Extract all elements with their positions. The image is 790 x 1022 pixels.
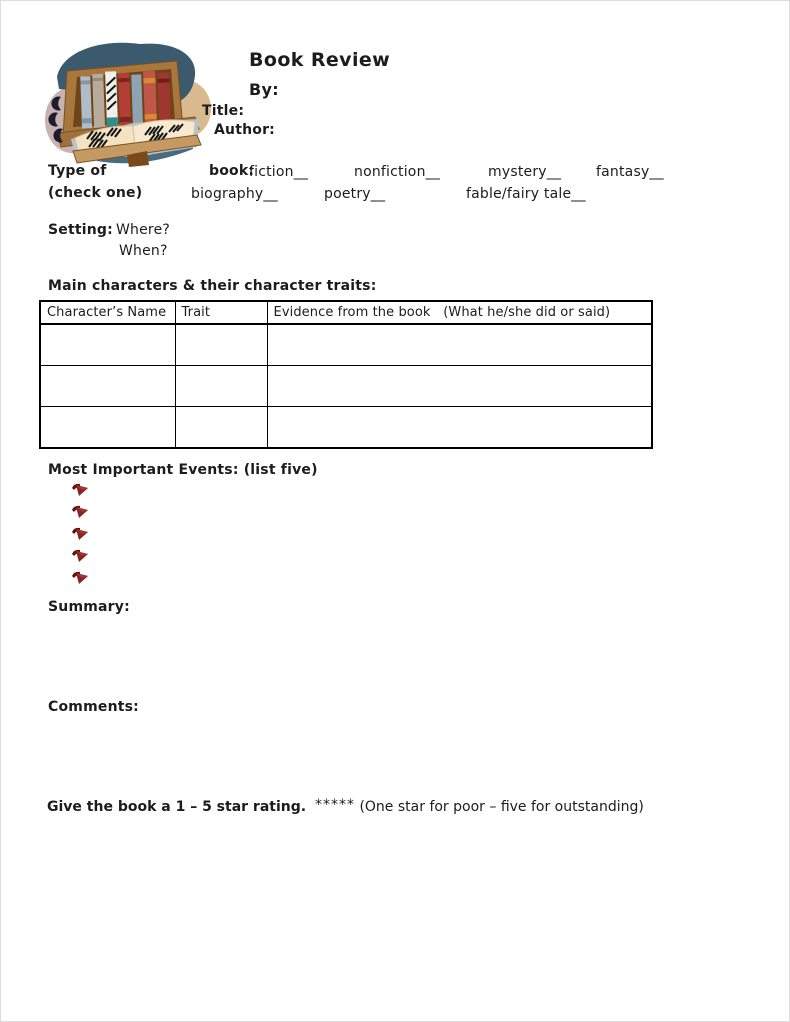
table-header-row xyxy=(40,301,652,324)
event-arrow-icon xyxy=(71,482,90,497)
check-one-label: (check one) xyxy=(48,185,143,201)
setting-label: Setting: xyxy=(48,222,113,238)
characters-table xyxy=(39,300,653,449)
events-heading: Most Important Events: (list five) xyxy=(48,462,318,478)
col-trait: Trait xyxy=(175,301,267,324)
table-row xyxy=(40,407,652,449)
cell-trait-2[interactable] xyxy=(175,366,267,407)
event-arrow-icon xyxy=(71,526,90,541)
setting-when: When? xyxy=(119,243,168,259)
cell-name-1[interactable] xyxy=(40,324,175,366)
rating-line xyxy=(47,799,644,815)
books-clipart xyxy=(45,37,211,167)
cell-evidence-3[interactable] xyxy=(267,407,652,449)
rating-prompt: Give the book a 1 – 5 star rating. xyxy=(47,799,307,815)
event-arrow-icon xyxy=(71,504,90,519)
option-poetry[interactable]: poetry__ xyxy=(324,186,386,202)
comments-label: Comments: xyxy=(48,699,139,715)
option-fable-fairy-tale[interactable]: fable/fairy tale__ xyxy=(466,186,586,202)
table-row xyxy=(40,324,652,366)
option-fiction[interactable]: fiction__ xyxy=(249,164,309,180)
table-row xyxy=(40,366,652,407)
book-label: book: xyxy=(209,163,255,179)
option-nonfiction[interactable]: nonfiction__ xyxy=(354,164,441,180)
event-arrow-icon xyxy=(71,570,90,585)
summary-label: Summary: xyxy=(48,599,130,615)
cell-trait-1[interactable] xyxy=(175,324,267,366)
cell-trait-3[interactable] xyxy=(175,407,267,449)
title-label: Title: xyxy=(202,103,245,119)
cell-name-3[interactable] xyxy=(40,407,175,449)
option-mystery[interactable]: mystery__ xyxy=(488,164,562,180)
col-evidence: Evidence from the book (What he/she did or said) xyxy=(267,301,652,324)
rating-stars: ***** xyxy=(315,797,355,813)
cell-evidence-1[interactable] xyxy=(267,324,652,366)
event-arrow-icon xyxy=(71,548,90,563)
cell-name-2[interactable] xyxy=(40,366,175,407)
author-label: Author: xyxy=(214,122,275,138)
cell-evidence-2[interactable] xyxy=(267,366,652,407)
rating-note: (One star for poor – five for outstanding) xyxy=(359,799,644,815)
by-label: By: xyxy=(249,80,279,99)
option-fantasy[interactable]: fantasy__ xyxy=(596,164,664,180)
setting-where: Where? xyxy=(116,222,171,238)
page-title: Book Review xyxy=(249,49,391,71)
characters-heading: Main characters & their character traits: xyxy=(48,278,377,294)
option-biography[interactable]: biography__ xyxy=(191,186,278,202)
type-of-label: Type of xyxy=(48,163,107,179)
col-character-name: Character’s Name xyxy=(40,301,175,324)
